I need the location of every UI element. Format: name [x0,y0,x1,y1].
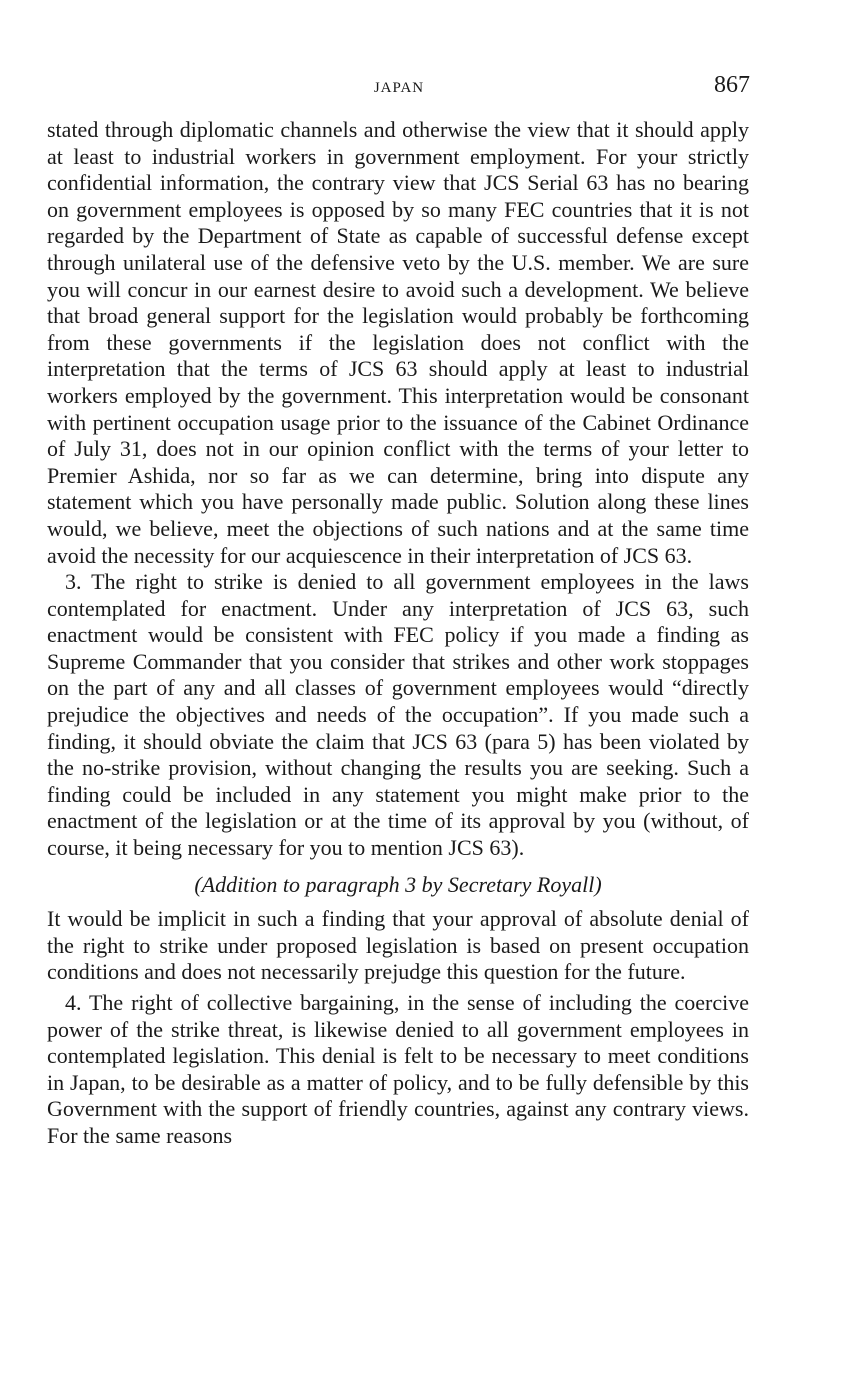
paragraph-continuation: stated through diplomatic channels and otherwise the view that it should apply at least to industrial workers in government employment. For your strictly confidential information, the contrary view that JCS Serial 63 has no bearing on government employees is opposed by so many FEC countries that it is not regarded by the Department of State as capable of successful defense except through unilateral use of the defensive veto by the U.S. member. We are sure you will concur in our earnest desire to avoid such a development. We believe that broad general support for the legislation would probably be forthcoming from these governments if the legislation does not conflict with the interpretation that the terms of JCS 63 should apply at least to industrial workers employed by the government. This interpretation would be consonant with pertinent occupation usage prior to the issuance of the Cabinet Ordinance of July 31, does not in our opinion conflict with the terms of your letter to Premier Ashida, nor so far as we can determine, bring into dispute any statement which you have personally made public. Solution along these lines would, we believe, meet the objections of such nations and at the same time avoid the necessity for our acquiescence in their interpretation of JCS 63. [47,117,749,568]
running-title: JAPAN [373,80,425,96]
addition-heading: (Addition to paragraph 3 by Secretary Royall) [194,871,602,897]
page-number: 867 [714,72,750,98]
paragraph-4: 4. The right of collective bargaining, in the sense of including the coercive power of the strike threat, is likewise denied to all government employees in contemplated legislation. This denial is felt to be necessary to meet conditions in Japan, to be desirable as a matter of policy, and to be fully defensible by this Government with the support of friendly countries, against any contrary views. For the same reasons [47,990,749,1148]
paragraph-3: 3. The right to strike is denied to all government employees in the laws contemplated for enactment. Under any interpretation of JCS 63, such enactment would be consistent with FEC policy if you made a finding as Supreme Commander that you consider that strikes and other work stoppages on the part of any and all classes of government employees would “directly prejudice the objectives and needs of the occupation”. If you made such a finding, it should obviate the claim that JCS 63 (para 5) has been violated by the no-strike provision, without changing the results you are seeking. Such a finding could be included in any statement you might make prior to the enactment of the legislation or at the time of its approval by you (without, of course, it being necessary for you to mention JCS 63). [47,569,749,861]
body-text [47,117,749,1150]
page-header [48,72,750,104]
addition-paragraph: It would be implicit in such a finding that your approval of absolute denial of the right to strike under proposed legislation is based on present occupation conditions and does not necessarily prejudge this question for the future. [47,906,749,985]
